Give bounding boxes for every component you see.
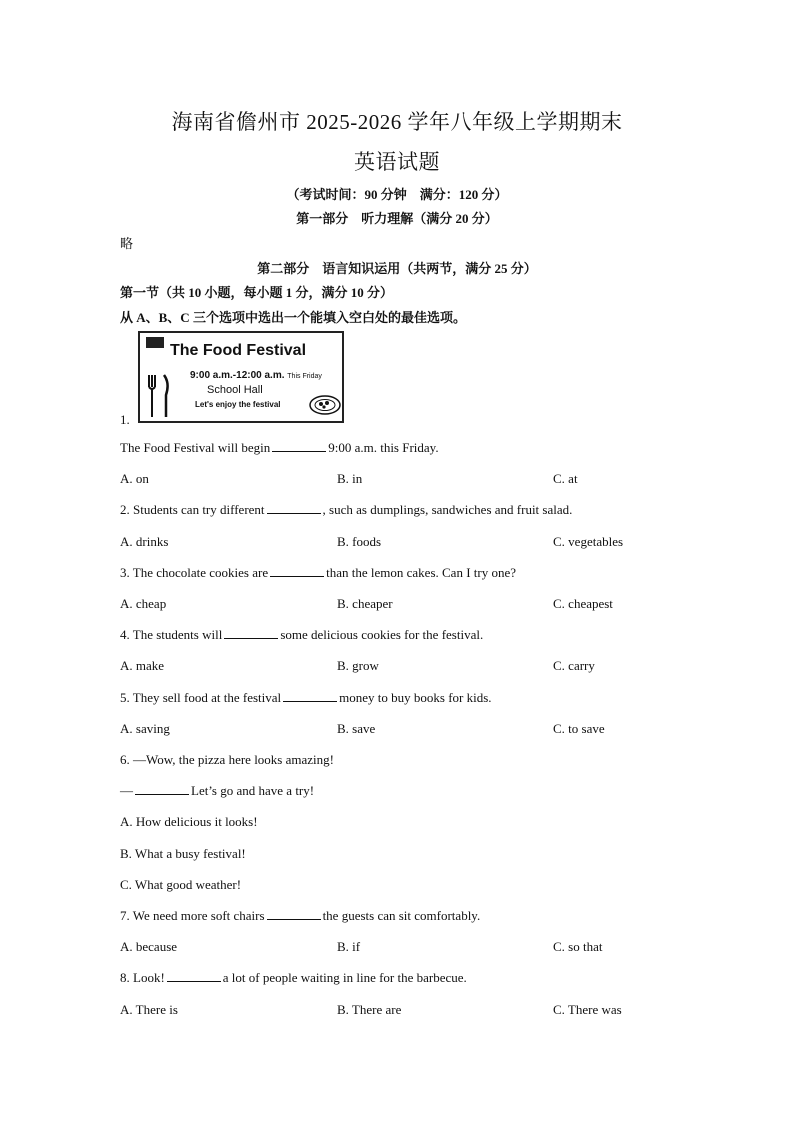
question-7: 7. We need more soft chairs the guests can sit comfortably. (120, 908, 481, 923)
option-b: B. save (337, 721, 376, 736)
answer-blank (283, 691, 337, 702)
question-3: 3. The chocolate cookies are than the lemon cakes. Can I try one? (120, 565, 517, 580)
option-a: A. cheap (120, 596, 167, 611)
answer-blank (167, 971, 221, 982)
answer-blank (267, 503, 321, 514)
option-a: A. There is (120, 1002, 178, 1017)
fork-knife-icon (146, 373, 172, 419)
question-2: 2. Students can try different , such as dumplings, sandwiches and fruit salad. (120, 502, 573, 517)
question-6: 6. —Wow, the pizza here looks amazing! (120, 752, 334, 767)
food-festival-poster (138, 331, 344, 423)
option-b: B. cheaper (337, 596, 393, 611)
option-b: B. There are (337, 1002, 402, 1017)
option-c: C. at (553, 471, 578, 486)
question-5: 5. They sell food at the festival money to buy books for kids. (120, 690, 492, 705)
option-c: C. vegetables (553, 534, 624, 549)
omitted-note: 略 (120, 236, 134, 251)
poster-place: School Hall (207, 384, 263, 396)
question-4: 4. The students will some delicious cookies for the festival. (120, 627, 484, 642)
instruction: 从 A、B、C 三个选项中选出一个能填入空白处的最佳选项。 (120, 310, 466, 325)
answer-blank (267, 909, 321, 920)
option-b: B. if (337, 939, 361, 954)
option-b: B. in (337, 471, 363, 486)
question-6-response: — Let’s go and have a try! (120, 783, 315, 798)
poster-day: This Friday (287, 373, 322, 380)
option-c: C. to save (553, 721, 605, 736)
answer-blank (270, 566, 324, 577)
exam-info: （考试时间：90 分钟 满分：120 分） (286, 187, 508, 202)
option-c: C. What good weather! (120, 877, 242, 892)
option-a: A. make (120, 658, 165, 673)
option-b: B. What a busy festival! (120, 846, 246, 861)
food-plate-icon (308, 393, 342, 417)
option-c: C. so that (553, 939, 603, 954)
option-a: A. How delicious it looks! (120, 814, 258, 829)
question-1: The Food Festival will begin 9:00 a.m. this Friday. (120, 440, 439, 455)
poster-time: 9:00 a.m.-12:00 a.m. (190, 370, 285, 381)
poster-slogan: Let's enjoy the festival (195, 400, 281, 409)
title-line-2: 英语试题 (354, 150, 440, 174)
option-c: C. carry (553, 658, 595, 673)
option-c: C. There was (553, 1002, 622, 1017)
answer-blank (272, 441, 326, 452)
question-1-number: 1. (120, 412, 130, 427)
part1-heading: 第一部分 听力理解（满分 20 分） (296, 211, 498, 226)
option-a: A. saving (120, 721, 170, 736)
option-a: A. because (120, 939, 178, 954)
option-b: B. grow (337, 658, 379, 673)
option-c: C. cheapest (553, 596, 613, 611)
flag-icon (146, 337, 164, 348)
option-b: B. foods (337, 534, 382, 549)
answer-blank (224, 628, 278, 639)
section1-heading: 第一节（共 10 小题，每小题 1 分，满分 10 分） (120, 285, 394, 300)
title-line-1: 海南省儋州市 2025-2026 学年八年级上学期期末 (171, 110, 623, 134)
option-a: A. on (120, 471, 149, 486)
option-a: A. drinks (120, 534, 169, 549)
poster-title: The Food Festival (170, 342, 307, 359)
answer-blank (135, 784, 189, 795)
question-8: 8. Look! a lot of people waiting in line for the barbecue. (120, 970, 467, 985)
part2-heading: 第二部分 语言知识运用（共两节，满分 25 分） (257, 261, 537, 276)
